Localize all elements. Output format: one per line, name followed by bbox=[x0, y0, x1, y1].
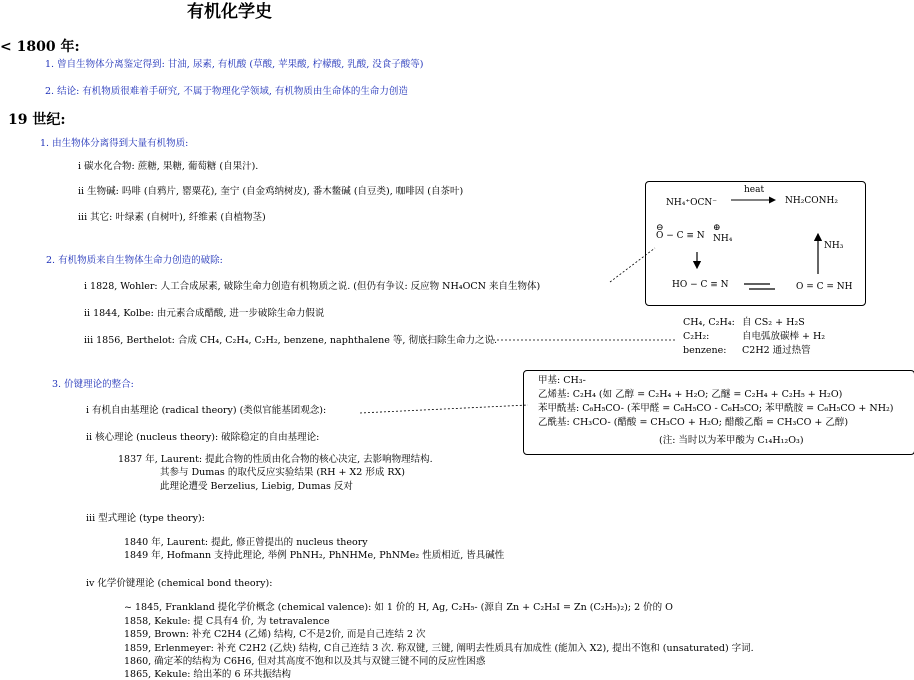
cyanic-acid: HO − C ≡ N bbox=[672, 280, 729, 290]
radical-acetyl: 乙酰基: CH₃CO- (醋酸 = CH₃CO + H₂O; 醋酸乙酯 = CH₃CO + 乙醇) bbox=[538, 417, 849, 428]
s3-radical-theory: i 有机自由基理论 (radical theory) (类似官能基团观念): bbox=[86, 405, 327, 416]
s3-nucleus-line-2: 其参与 Dumas 的取代反应实验结果 (RH + X2 形成 RX) bbox=[160, 467, 405, 478]
s2-line-kolbe: ii 1844, Kolbe: 由元素合成醋酸, 进一步破除生命力假说 bbox=[84, 308, 325, 319]
s3-bond-line-5: 1860, 确定苯的结构为 C6H6, 但对其高度不饱和以及其与双键三键不同的反应性困惑 bbox=[124, 656, 486, 667]
berthelot-note-label-3: benzene: bbox=[683, 345, 727, 356]
radical-methyl: 甲基: CH₃- bbox=[538, 375, 586, 386]
subsection-1-title: 1. 由生物体分离得到大量有机物质: bbox=[40, 138, 189, 149]
subsection-3-title: 3. 价键理论的整合: bbox=[52, 379, 134, 390]
berthelot-note-text-1: 自 CS₂ + H₂S bbox=[742, 317, 805, 328]
s1-line-2: ii 生物碱: 吗啡 (自鸦片, 罂粟花), 奎宁 (自金鸡纳树皮), 番木鳖碱 (自豆类), 咖啡因 (自茶叶) bbox=[78, 186, 464, 197]
radical-connector bbox=[360, 405, 528, 413]
ammonia: NH₃ bbox=[824, 241, 844, 251]
heat-label: heat bbox=[744, 185, 765, 195]
minus-charge-icon: ⊖ bbox=[656, 223, 664, 233]
section-heading-pre1800: < 1800 年: bbox=[0, 39, 80, 55]
s3-bond-line-3: 1859, Brown: 补充 C2H4 (乙烯) 结构, C不是2价, 而是自己连结 2 次 bbox=[124, 629, 426, 640]
section-heading-19th-century: 19 世纪: bbox=[8, 112, 66, 128]
subsection-2-title: 2. 有机物质来自生物体生命力创造的破除: bbox=[46, 255, 223, 266]
isocyanic-acid: O = C = NH bbox=[796, 282, 853, 292]
berthelot-note-label-2: C₂H₂: bbox=[683, 331, 710, 342]
radical-note: (注: 当时以为苯甲酸为 C₁₄H₁₂O₃) bbox=[659, 435, 804, 446]
reactant-ammonium-cyanate: NH₄⁺OCN⁻ bbox=[666, 198, 717, 208]
ammonium-ion: NH₄ bbox=[713, 234, 733, 244]
pre1800-item-2: 2. 结论: 有机物质很难着手研究, 不属于物理化学领域, 有机物质由生命体的生命力创造 bbox=[45, 86, 408, 97]
cyanate-ion: O − C ≡ N bbox=[656, 231, 705, 241]
s3-type-theory: iii 型式理论 (type theory): bbox=[86, 513, 205, 524]
pre1800-item-1: 1. 曾自生物体分离鉴定得到: 甘油, 尿素, 有机酸 (草酸, 苹果酸, 柠檬酸, 乳酸, 没食子酸等) bbox=[45, 59, 424, 70]
s3-chemical-bond-theory: iv 化学价键理论 (chemical bond theory): bbox=[86, 578, 273, 589]
s1-line-1: i 碳水化合物: 蔗糖, 果糖, 葡萄糖 (自果汁). bbox=[78, 161, 259, 172]
s3-bond-line-1: ~ 1845, Frankland 提化学价概念 (chemical valence): 如 1 价的 H, Ag, C₂H₅- (源自 Zn + C₂H₅I = Zn (C₂H₅)₂); 2 价的 O bbox=[124, 602, 673, 613]
s2-line-berthelot: iii 1856, Berthelot: 合成 CH₄, C₂H₄, C₂H₂, benzene, naphthalene 等, 彻底扫除生命力之说. bbox=[84, 335, 497, 346]
berthelot-note-label-1: CH₄, C₂H₄: bbox=[683, 317, 735, 328]
s3-type-line-1: 1840 年, Laurent: 提此, 修正曾提出的 nucleus theory bbox=[124, 537, 368, 548]
radical-ethylene: 乙烯基: C₂H₄ (如 乙醇 = C₂H₄ + H₂O; 乙醚 = C₂H₄ + C₂H₅ + H₂O) bbox=[538, 389, 843, 400]
wohler-connector bbox=[610, 248, 655, 282]
berthelot-note-text-2: 自电弧放碳棒 + H₂ bbox=[742, 331, 826, 342]
s2-line-wohler: i 1828, Wohler: 人工合成尿素, 破除生命力创造有机物质之说. (但仍有争议: 反应物 NH₄OCN 来自生物体) bbox=[84, 281, 541, 292]
berthelot-note-text-3: C2H2 通过热管 bbox=[742, 345, 811, 356]
s3-bond-line-4: 1859, Erlenmeyer: 补充 C2H2 (乙炔) 结构, C自己连结 3 次. 称双键, 三键, 阐明去性质具有加成性 (能加入 X2), 提出不饱和 (unsaturated) 字词. bbox=[124, 643, 754, 654]
s3-type-line-2: 1849 年, Hofmann 支持此理论, 举例 PhNH₂, PhNHMe, PhNMe₂ 性质相近, 皆具碱性 bbox=[124, 550, 505, 561]
plus-charge-icon: ⊕ bbox=[713, 223, 721, 233]
s3-nucleus-line-3: 此理论遭受 Berzelius, Liebig, Dumas 反对 bbox=[160, 481, 353, 492]
page-title: 有机化学史 bbox=[187, 2, 272, 22]
s3-nucleus-line-1: 1837 年, Laurent: 提此合物的性质由化合物的核心决定, 去影响物理结构. bbox=[118, 454, 433, 465]
s3-nucleus-theory: ii 核心理论 (nucleus theory): 破除稳定的自由基理论: bbox=[86, 432, 320, 443]
product-urea: NH₂CONH₂ bbox=[785, 196, 838, 206]
s3-bond-line-2: 1858, Kekule: 提 C具有4 价, 为 tetravalence bbox=[124, 616, 330, 627]
s1-line-3: iii 其它: 叶绿素 (自树叶), 纤维素 (自植物茎) bbox=[78, 212, 266, 223]
s3-bond-line-6: 1865, Kekule: 给出苯的 6 环共振结构 bbox=[124, 669, 292, 680]
radical-benzoyl: 苯甲酰基: C₆H₅CO- (苯甲醛 = C₆H₅CO - C₆H₅CO; 苯甲酰胺 = C₆H₅CO + NH₂) bbox=[538, 403, 894, 414]
